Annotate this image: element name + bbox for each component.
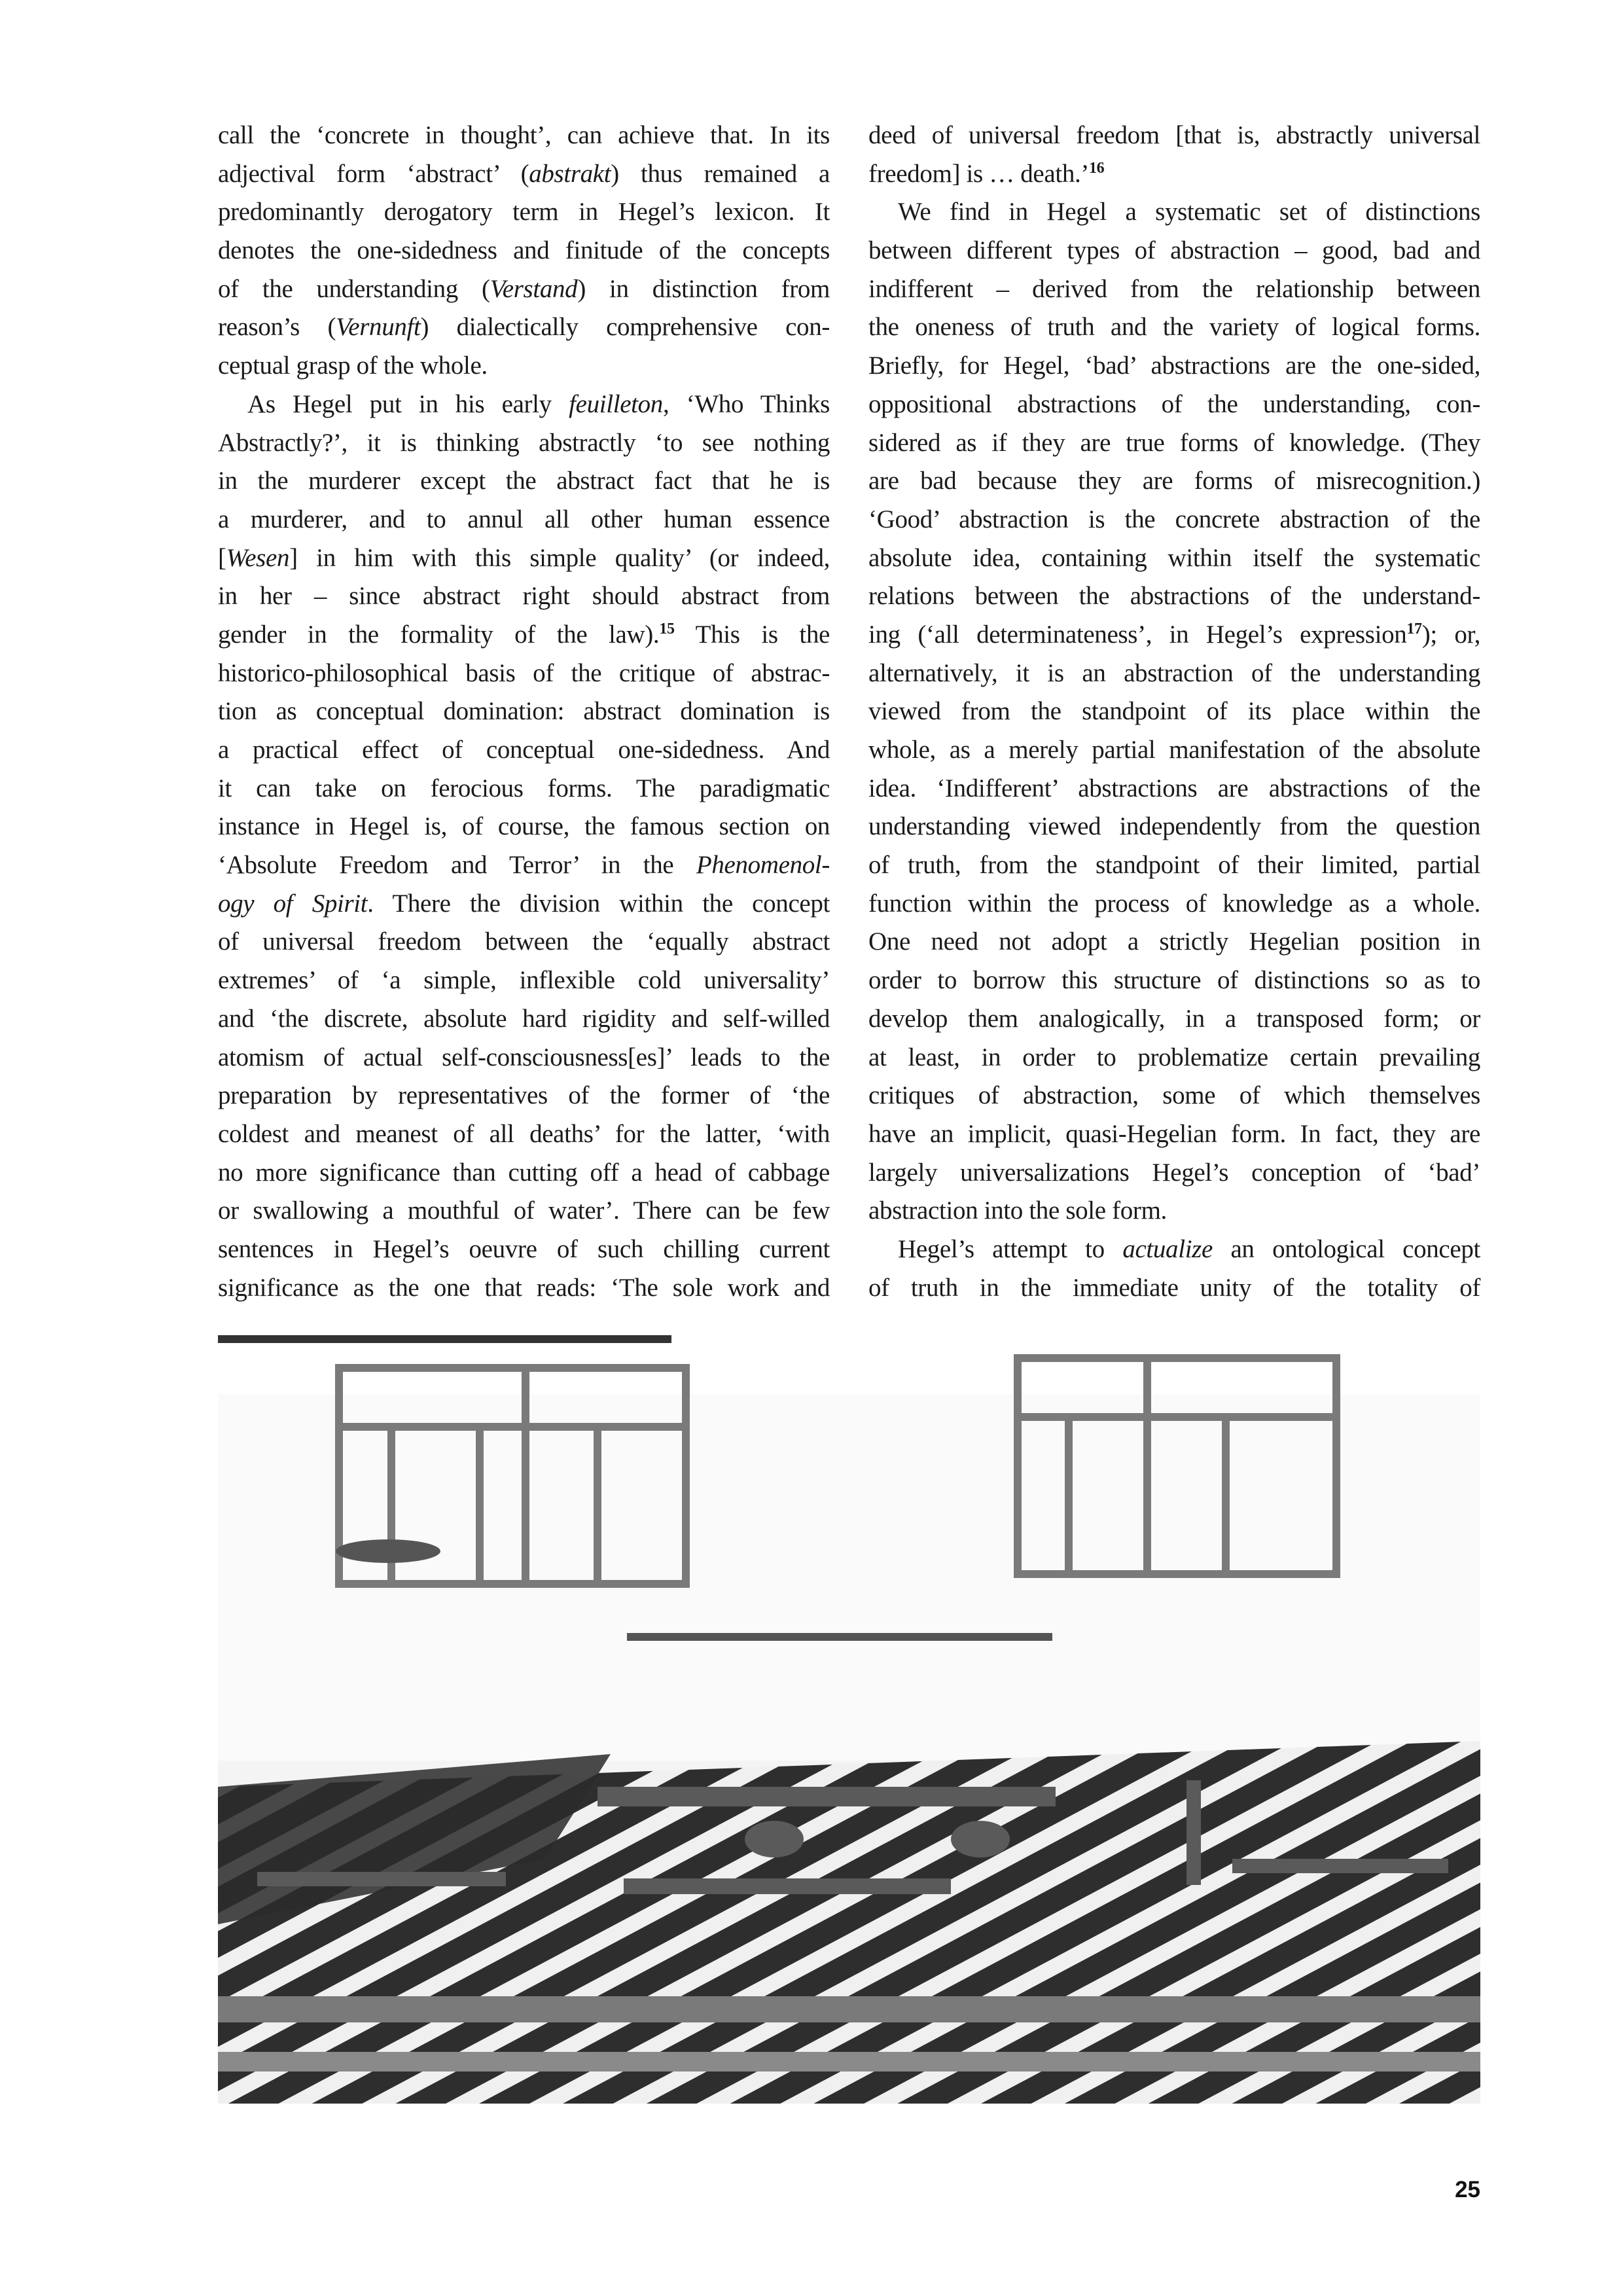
- text-line: [218, 501, 830, 539]
- italic-term: feuilleton: [569, 389, 663, 418]
- text-line: [218, 1269, 830, 1308]
- ceiling-beam: [627, 1633, 1052, 1641]
- text-line: [218, 1115, 830, 1154]
- text-line: [218, 193, 830, 232]
- text-line: [868, 539, 1480, 578]
- text-segment: , ‘Who Thinks: [662, 389, 830, 418]
- floor-rail: [218, 1996, 1480, 2022]
- text-segment: coldest and meanest of all deaths’ for the latter, ‘with: [218, 1119, 830, 1148]
- text-segment: largely universalizations Hegel’s conception of ‘bad’: [868, 1158, 1480, 1187]
- text-line: [868, 462, 1480, 501]
- text-segment: ‘Absolute Freedom and Terror’ in the: [218, 851, 696, 880]
- text-segment: [: [218, 543, 226, 572]
- text-line: [868, 1154, 1480, 1193]
- text-line: [868, 1230, 1480, 1269]
- text-segment: idea. ‘Indifferent’ abstractions are abstractions of the: [868, 774, 1480, 802]
- page-number: 25: [1455, 2177, 1480, 2202]
- text-line: [868, 731, 1480, 770]
- text-segment: alternatively, it is an abstraction of the understanding: [868, 658, 1480, 687]
- text-line: [868, 1077, 1480, 1115]
- text-line: [868, 808, 1480, 846]
- text-line: [868, 1039, 1480, 1077]
- text-segment: abstraction into the sole form.: [868, 1196, 1167, 1225]
- text-segment: or swallowing a mouthful of water’. There can be few: [218, 1196, 830, 1225]
- text-line: [218, 885, 830, 924]
- text-segment: Briefly, for Hegel, ‘bad’ abstractions are the one-sided,: [868, 351, 1480, 380]
- text-segment: We find in Hegel a systematic set of distinctions: [898, 198, 1480, 226]
- text-segment: the oneness of truth and the variety of logical forms.: [868, 313, 1480, 342]
- disc-object: [336, 1539, 440, 1563]
- text-line: [868, 770, 1480, 808]
- text-segment: an ontological concept: [1212, 1234, 1480, 1263]
- text-line: [218, 539, 830, 578]
- text-segment: ) in distinction from: [577, 274, 830, 303]
- text-line: [218, 270, 830, 309]
- text-segment: As Hegel put in his early: [247, 389, 569, 418]
- figure-photo-room-interior: [218, 1335, 1480, 2104]
- text-line: [218, 846, 830, 885]
- text-line: [868, 961, 1480, 1000]
- room-render-image: [218, 1335, 1480, 2104]
- text-segment: a practical effect of conceptual one-sidedness. And: [218, 736, 830, 764]
- italic-term: Wesen: [226, 543, 290, 572]
- text-segment: ceptual grasp of the whole.: [218, 351, 488, 380]
- text-line: [218, 692, 830, 731]
- text-segment: are bad because they are forms of misrecognition.): [868, 467, 1480, 495]
- text-segment: predominantly derogatory term in Hegel’s lexicon. It: [218, 198, 830, 226]
- text-segment: atomism of actual self-consciousness[es]’ leads to the: [218, 1043, 830, 1071]
- text-segment: deed of universal freedom [that is, abstractly universal: [868, 121, 1480, 149]
- text-line: [218, 616, 830, 655]
- text-segment: it can take on ferocious forms. The paradigmatic: [218, 774, 830, 802]
- text-segment: adjectival form ‘abstract’ (: [218, 159, 529, 188]
- text-line: [868, 501, 1480, 539]
- text-segment: of truth, from the standpoint of their limited, partial: [868, 851, 1480, 880]
- text-line: [218, 1077, 830, 1115]
- text-line: [868, 232, 1480, 270]
- text-line: [868, 655, 1480, 693]
- right-text-column: [868, 117, 1480, 1307]
- text-segment: develop them analogically, in a transposed form; or: [868, 1004, 1480, 1033]
- text-line: [218, 386, 830, 424]
- text-line: [218, 1039, 830, 1077]
- text-line: [218, 424, 830, 463]
- text-segment: reason’s (: [218, 313, 336, 342]
- text-segment: This is the: [674, 620, 830, 649]
- text-segment: sentences in Hegel’s oeuvre of such chilling current: [218, 1234, 830, 1263]
- text-line: [218, 1192, 830, 1230]
- text-line: [218, 577, 830, 616]
- text-segment: relations between the abstractions of the understand-: [868, 582, 1480, 611]
- text-line: [218, 1230, 830, 1269]
- italic-term: Verstand: [490, 274, 578, 303]
- text-segment: One need not adopt a strictly Hegelian position in: [868, 927, 1480, 956]
- text-segment: call the ‘concrete in thought’, can achieve that. In its: [218, 121, 830, 149]
- text-line: [218, 770, 830, 808]
- text-segment: significance as the one that reads: ‘The sole work and: [218, 1273, 830, 1302]
- text-line: [218, 462, 830, 501]
- text-line: [868, 386, 1480, 424]
- text-segment: a murderer, and to annul all other human essence: [218, 505, 830, 533]
- text-segment: absolute idea, containing within itself the systematic: [868, 543, 1480, 572]
- text-segment: whole, as a merely partial manifestation of the absolute: [868, 736, 1480, 764]
- text-line: [218, 232, 830, 270]
- text-segment: Hegel’s attempt to: [898, 1234, 1123, 1263]
- text-line: [868, 193, 1480, 232]
- text-segment: ) dialectically comprehensive con-: [420, 313, 830, 342]
- text-segment: ] in him with this simple quality’ (or indeed,: [289, 543, 830, 572]
- text-line: [868, 117, 1480, 155]
- italic-term: Phenomenol-: [696, 851, 830, 880]
- text-segment: Abstractly?’, it is thinking abstractly ‘to see nothing: [218, 428, 830, 457]
- text-line: [868, 577, 1480, 616]
- text-line: [868, 1269, 1480, 1308]
- text-line: [218, 731, 830, 770]
- footnote-reference: 17: [1406, 620, 1422, 637]
- text-segment: of truth in the immediate unity of the totality of: [868, 1273, 1480, 1302]
- text-segment: indifferent – derived from the relationship between: [868, 274, 1480, 303]
- text-line: [868, 616, 1480, 655]
- text-line: [868, 308, 1480, 347]
- text-line: [218, 347, 830, 386]
- text-segment: order to borrow this structure of distinctions so as to: [868, 966, 1480, 995]
- left-text-column: [218, 117, 830, 1307]
- text-line: [218, 655, 830, 693]
- text-segment: of universal freedom between the ‘equally abstract: [218, 927, 830, 956]
- text-segment: viewed from the standpoint of its place within the: [868, 697, 1480, 726]
- text-line: [868, 692, 1480, 731]
- italic-term: abstrakt: [529, 159, 611, 188]
- text-line: [868, 923, 1480, 961]
- top-beam: [218, 1335, 671, 1343]
- text-segment: ); or,: [1421, 620, 1480, 649]
- text-line: [218, 923, 830, 961]
- text-segment: tion as conceptual domination: abstract domination is: [218, 697, 830, 726]
- text-segment: understanding viewed independently from the question: [868, 812, 1480, 841]
- text-segment: instance in Hegel is, of course, the famous section on: [218, 812, 830, 841]
- text-segment: extremes’ of ‘a simple, inflexible cold universality’: [218, 966, 830, 995]
- text-line: [218, 808, 830, 846]
- text-line: [868, 270, 1480, 309]
- text-line: [218, 117, 830, 155]
- italic-term: Vernunft: [336, 313, 421, 342]
- text-line: [218, 155, 830, 194]
- text-segment: historico-philosophical basis of the critique of abstrac-: [218, 658, 830, 687]
- text-line: [218, 1000, 830, 1039]
- text-line: [868, 846, 1480, 885]
- text-line: [868, 155, 1480, 194]
- text-segment: of the understanding (: [218, 274, 490, 303]
- text-segment: no more significance than cutting off a head of cabbage: [218, 1158, 830, 1187]
- footnote-reference: 15: [659, 620, 675, 637]
- text-line: [218, 1154, 830, 1193]
- italic-term: ogy of Spirit: [218, 889, 368, 918]
- text-segment: ) thus remained a: [611, 159, 830, 188]
- text-segment: function within the process of knowledge as a whole.: [868, 889, 1480, 918]
- text-segment: and ‘the discrete, absolute hard rigidity and self-willed: [218, 1004, 830, 1033]
- text-segment: ing (‘all determinateness’, in Hegel’s expression: [868, 620, 1407, 649]
- text-segment: critiques of abstraction, some of which themselves: [868, 1081, 1480, 1110]
- text-segment: freedom] is … death.’: [868, 159, 1090, 188]
- text-segment: between different types of abstraction – good, bad and: [868, 236, 1480, 265]
- text-line: [868, 1000, 1480, 1039]
- text-segment: . There the division within the concept: [367, 889, 830, 918]
- text-line: [218, 961, 830, 1000]
- text-line: [218, 308, 830, 347]
- text-segment: gender in the formality of the law).: [218, 620, 660, 649]
- text-segment: ‘Good’ abstraction is the concrete abstraction of the: [868, 505, 1480, 533]
- italic-term: actualize: [1122, 1234, 1213, 1263]
- text-line: [868, 1115, 1480, 1154]
- text-segment: in the murderer except the abstract fact that he is: [218, 467, 830, 495]
- text-segment: have an implicit, quasi-Hegelian form. In fact, they are: [868, 1119, 1480, 1148]
- text-segment: denotes the one-sidedness and finitude of the concepts: [218, 236, 830, 265]
- footnote-reference: 16: [1089, 159, 1105, 177]
- text-segment: at least, in order to problematize certain prevailing: [868, 1043, 1480, 1071]
- text-segment: preparation by representatives of the former of ‘the: [218, 1081, 830, 1110]
- text-line: [868, 347, 1480, 386]
- text-segment: oppositional abstractions of the understanding, con-: [868, 389, 1480, 418]
- text-segment: sidered as if they are true forms of knowledge. (They: [868, 428, 1480, 457]
- text-line: [868, 424, 1480, 463]
- text-line: [868, 885, 1480, 924]
- text-line: [868, 1192, 1480, 1230]
- text-segment: in her – since abstract right should abstract from: [218, 582, 830, 611]
